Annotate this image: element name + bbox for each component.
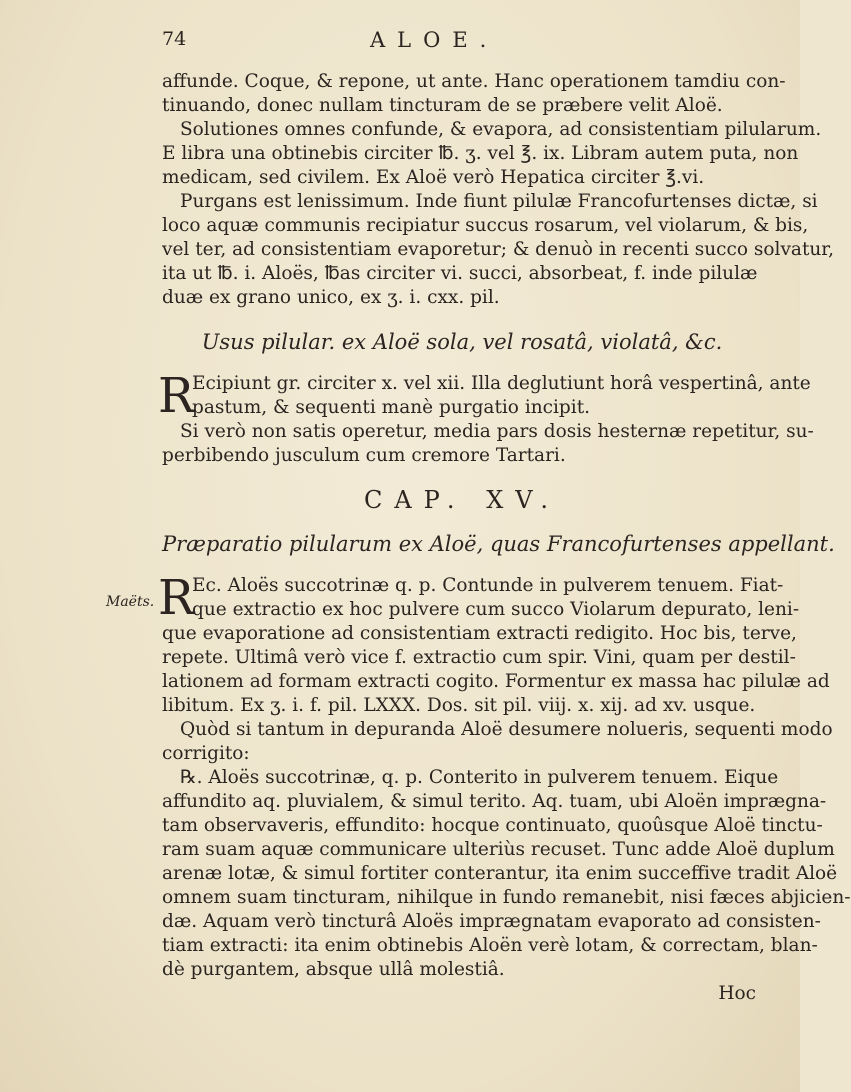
text-line: tam observaveris, effundito: hocque continuato, quoûsque Aloë tinctu-: [162, 815, 823, 836]
section-praeparatio: [158, 570, 851, 982]
page-header: [0, 28, 800, 64]
text-line: Solutiones omnes confunde, & evapora, ad consistentiam pilularum.: [180, 119, 822, 140]
text-line: ram suam aquæ communicare ulteriùs recuset. Tunc adde Aloë duplum: [162, 839, 835, 860]
text-line: duæ ex grano unico, ex ʒ. i. cxx. pil.: [162, 287, 500, 308]
text-line: dè purgantem, absque ullâ molestiâ.: [162, 959, 505, 980]
running-title: ALOE.: [370, 28, 499, 52]
section-heading-usus: Usus pilular. ex Aloë sola, vel rosatâ, violatâ, &c.: [201, 330, 723, 354]
margin-note: Maëts.: [106, 594, 155, 610]
section-heading-praeparatio: Præparatio pilularum ex Aloë, quas Francofurtenses appellant.: [162, 532, 835, 556]
catchword: Hoc: [718, 983, 756, 1004]
text-line: ita ut ℔. i. Aloës, ℔as circiter vi. succi, absorbeat, f. inde pilulæ: [162, 263, 758, 284]
text-line: arenæ lotæ, & simul fortiter conterantur, ita enim succeffive tradit Aloë: [162, 863, 838, 884]
text-line: loco aquæ communis recipiatur succus rosarum, vel violarum, & bis,: [162, 215, 809, 236]
text-line: repete. Ultimâ verò vice f. extractio cum spir. Vini, quam per destil-: [162, 647, 796, 668]
text-line: E libra una obtinebis circiter ℔. ʒ. vel ℥. ix. Libram autem puta, non: [162, 143, 799, 164]
text-line: tinuando, donec nullam tincturam de se præbere velit Aloë.: [162, 95, 723, 116]
chapter-heading: CAP. XV.: [363, 486, 561, 514]
text-line: Ecipiunt gr. circiter x. vel xii. Illa deglutiunt horâ vespertinâ, ante: [192, 373, 811, 394]
text-line: vel ter, ad consistentiam evaporetur; & denuò in recenti succo solvatur,: [162, 239, 834, 260]
page-number: 74: [162, 28, 187, 50]
section-usus: [158, 368, 814, 468]
text-line: medicam, sed civilem. Ex Aloë verò Hepatica circiter ℥.vi.: [162, 167, 705, 188]
text-line: perbibendo jusculum cum cremore Tartari.: [162, 445, 566, 466]
text-line: Purgans est lenissimum. Inde fiunt pilulæ Francofurtenses dictæ, si: [180, 191, 818, 212]
text-line: que evaporatione ad consistentiam extracti redigito. Hoc bis, terve,: [162, 623, 797, 644]
text-line: affundito aq. pluvialem, & simul terito. Aq. tuam, ubi Aloën imprægna-: [162, 791, 827, 812]
text-line: lationem ad formam extracti cogito. Formentur ex massa hac pilulæ ad: [162, 671, 830, 692]
text-line: libitum. Ex ʒ. i. f. pil. LXXX. Dos. sit pil. viij. x. xij. ad xv. usque.: [162, 695, 756, 716]
text-line: Quòd si tantum in depuranda Aloë desumere nolueris, sequenti modo: [180, 719, 833, 740]
text-line: que extractio ex hoc pulvere cum succo Violarum depurato, leni-: [192, 599, 800, 620]
drop-cap: R: [158, 570, 195, 626]
text-body: [158, 70, 851, 1006]
text-line: affunde. Coque, & repone, ut ante. Hanc operationem tamdiu con-: [162, 71, 786, 92]
text-line: pastum, & sequenti manè purgatio incipit.: [192, 397, 591, 418]
paragraph-1: [162, 70, 834, 310]
text-line: Ec. Aloës succotrinæ q. p. Contunde in pulverem tenuem. Fiat-: [192, 575, 784, 596]
text-line: ℞. Aloës succotrinæ, q. p. Conterito in pulverem tenuem. Eique: [180, 767, 779, 788]
text-line: Si verò non satis operetur, media pars dosis hesternæ repetitur, su-: [180, 421, 814, 442]
text-line: corrigito:: [162, 743, 250, 764]
text-line: dæ. Aquam verò tincturâ Aloës imprægnatam evaporato ad consisten-: [162, 911, 821, 932]
drop-cap: R: [158, 368, 195, 424]
text-line: tiam extracti: ita enim obtinebis Aloën verè lotam, & correctam, blan-: [162, 935, 818, 956]
text-line: omnem suam tincturam, nihilque in fundo remanebit, nisi fæces abjicien-: [162, 887, 851, 908]
